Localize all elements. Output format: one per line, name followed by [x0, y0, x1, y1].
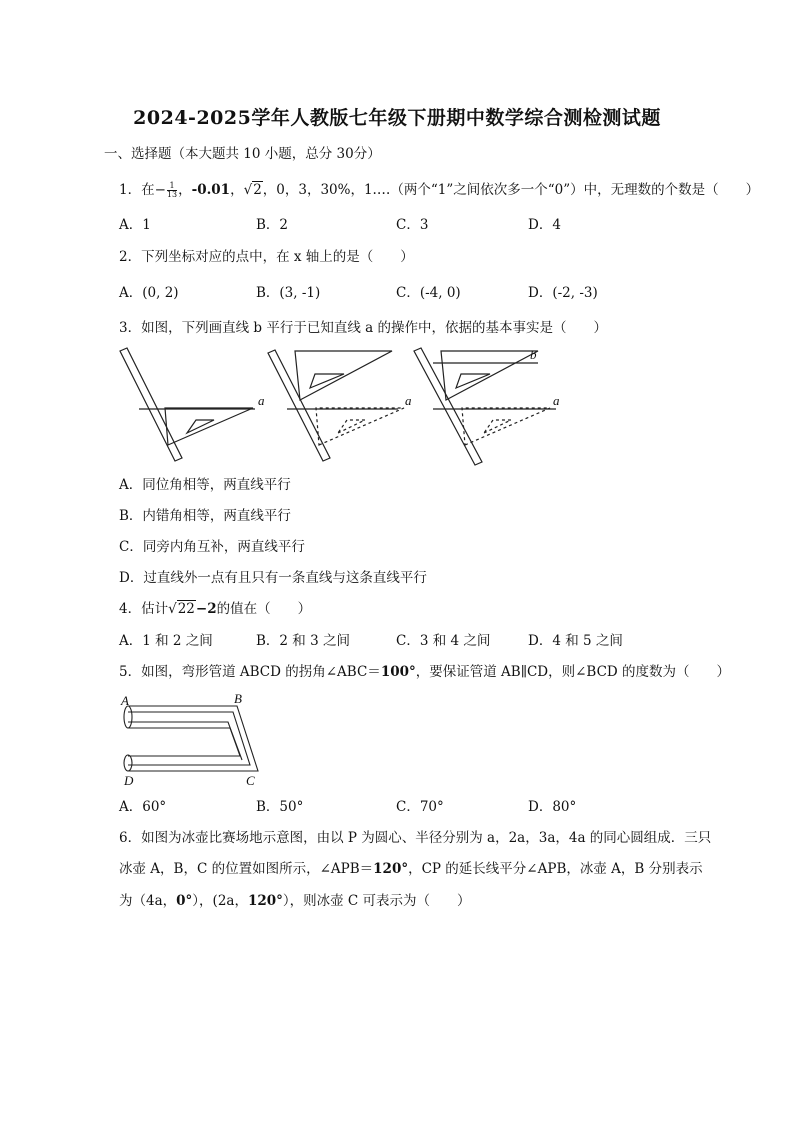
q3-option-a[interactable]: A．同位角相等，两直线平行 [119, 477, 291, 493]
question-2-stem: 2．下列坐标对应的点中，在 x 轴上的是（ ） [119, 249, 414, 265]
q6-line2-b: ，CP 的延长线平分∠APB，冰壶 A，B 分别表示 [408, 861, 703, 877]
q1-sqrt: √2 [243, 182, 262, 198]
question-6-line-2 [119, 860, 703, 878]
q1-option-c[interactable]: C．3 [396, 217, 429, 233]
q5-label-c: C [246, 773, 255, 788]
q5-label-b: B [234, 691, 242, 706]
q4-sqrt-radicand: 22 [177, 601, 195, 617]
q6-angle-value: 120° [373, 861, 409, 877]
q1-prefix: 1．在 [119, 182, 155, 198]
question-6-line-3 [119, 892, 471, 910]
q5-option-b[interactable]: B．50° [256, 799, 304, 815]
q5-end-cap-a [124, 706, 132, 728]
q2-option-a[interactable]: A．(0, 2) [119, 285, 179, 301]
q1-sqrt-radicand: 2 [253, 182, 262, 198]
q6-line3-a: 为（4a， [119, 893, 177, 909]
q3-option-b[interactable]: B．内错角相等，两直线平行 [119, 508, 291, 524]
q5-label-a: A [121, 693, 129, 708]
q1-rest: ，0，3，30%，1.…（两个“1”之间依次多一个“0”）中，无理数的个数是（ ） [262, 182, 760, 198]
q4-minus-two: −2 [195, 601, 217, 617]
q3-label-b: b [530, 347, 537, 362]
q6-angle-120: 120° [247, 893, 283, 909]
question-6-line-1: 6．如图为冰壶比赛场地示意图，由以 P 为圆心、半径分别为 a，2a，3a，4a 的同心圆组成．三只 [119, 830, 712, 846]
q6-line3-b: ），(2a， [192, 893, 248, 909]
q1-frac-num: 1 [167, 182, 177, 191]
q4-option-a[interactable]: A．1 和 2 之间 [119, 633, 213, 649]
page-title: 2024-2025学年人教版七年级下册期中数学综合测检测试题 [133, 107, 661, 129]
q3-option-d[interactable]: D．过直线外一点有且只有一条直线与这条直线平行 [119, 570, 427, 586]
q4-option-d[interactable]: D．4 和 5 之间 [528, 633, 623, 649]
q5-pipe-line-1 [128, 712, 250, 765]
q1-sep1: ， [178, 182, 192, 198]
q1-frac-sign: − [154, 182, 166, 198]
q5-pipe-inner [128, 728, 240, 756]
q1-sep2: ， [230, 182, 244, 198]
q5-stem-b: ，要保证管道 AB∥CD，则∠BCD 的度数为（ ） [415, 664, 731, 680]
q2-option-d[interactable]: D．(-2, -3) [528, 285, 598, 301]
q5-end-cap-d [124, 755, 132, 771]
q6-angle-0: 0° [176, 893, 193, 909]
q6-line3-c: ），则冰壶 C 可表示为（ ） [282, 893, 471, 909]
q5-option-d[interactable]: D．80° [528, 799, 577, 815]
q5-pipe-outer [128, 706, 258, 771]
q4-option-b[interactable]: B．2 和 3 之间 [256, 633, 350, 649]
q4-prefix: 4．估计 [119, 601, 169, 617]
q1-bold-value: -0.01 [191, 182, 231, 198]
question-3-stem: 3．如图，下列画直线 b 平行于已知直线 a 的操作中，依据的基本事实是（ ） [119, 320, 607, 336]
section-heading: 一、选择题（本大题共 10 小题，总分 30分） [104, 146, 381, 162]
q1-option-a[interactable]: A．1 [119, 217, 151, 233]
q3-option-c[interactable]: C．同旁内角互补，两直线平行 [119, 539, 305, 555]
q5-angle-value: 100° [380, 664, 416, 680]
q3-label-a3: a [553, 393, 560, 408]
q5-label-d: D [124, 773, 134, 788]
q5-stem-a: 5．如图，弯形管道 ABCD 的拐角∠ABC＝ [119, 664, 381, 680]
q2-option-b[interactable]: B．(3, -1) [256, 285, 321, 301]
q5-option-a[interactable]: A．60° [119, 799, 167, 815]
q1-option-b[interactable]: B．2 [256, 217, 289, 233]
q2-option-c[interactable]: C．(-4, 0) [396, 285, 461, 301]
q5-option-c[interactable]: C．70° [396, 799, 444, 815]
q1-option-d[interactable]: D．4 [528, 217, 561, 233]
q6-line2-a: 冰壶 A，B，C 的位置如图所示，∠APB＝ [119, 861, 374, 877]
q3-label-a2: a [405, 393, 412, 408]
q4-option-c[interactable]: C．3 和 4 之间 [396, 633, 491, 649]
q4-suffix: 的值在（ ） [216, 601, 312, 617]
q1-frac-den: 13 [166, 190, 178, 199]
q3-label-a1: a [258, 393, 265, 408]
q4-sqrt: √22 [168, 601, 195, 617]
